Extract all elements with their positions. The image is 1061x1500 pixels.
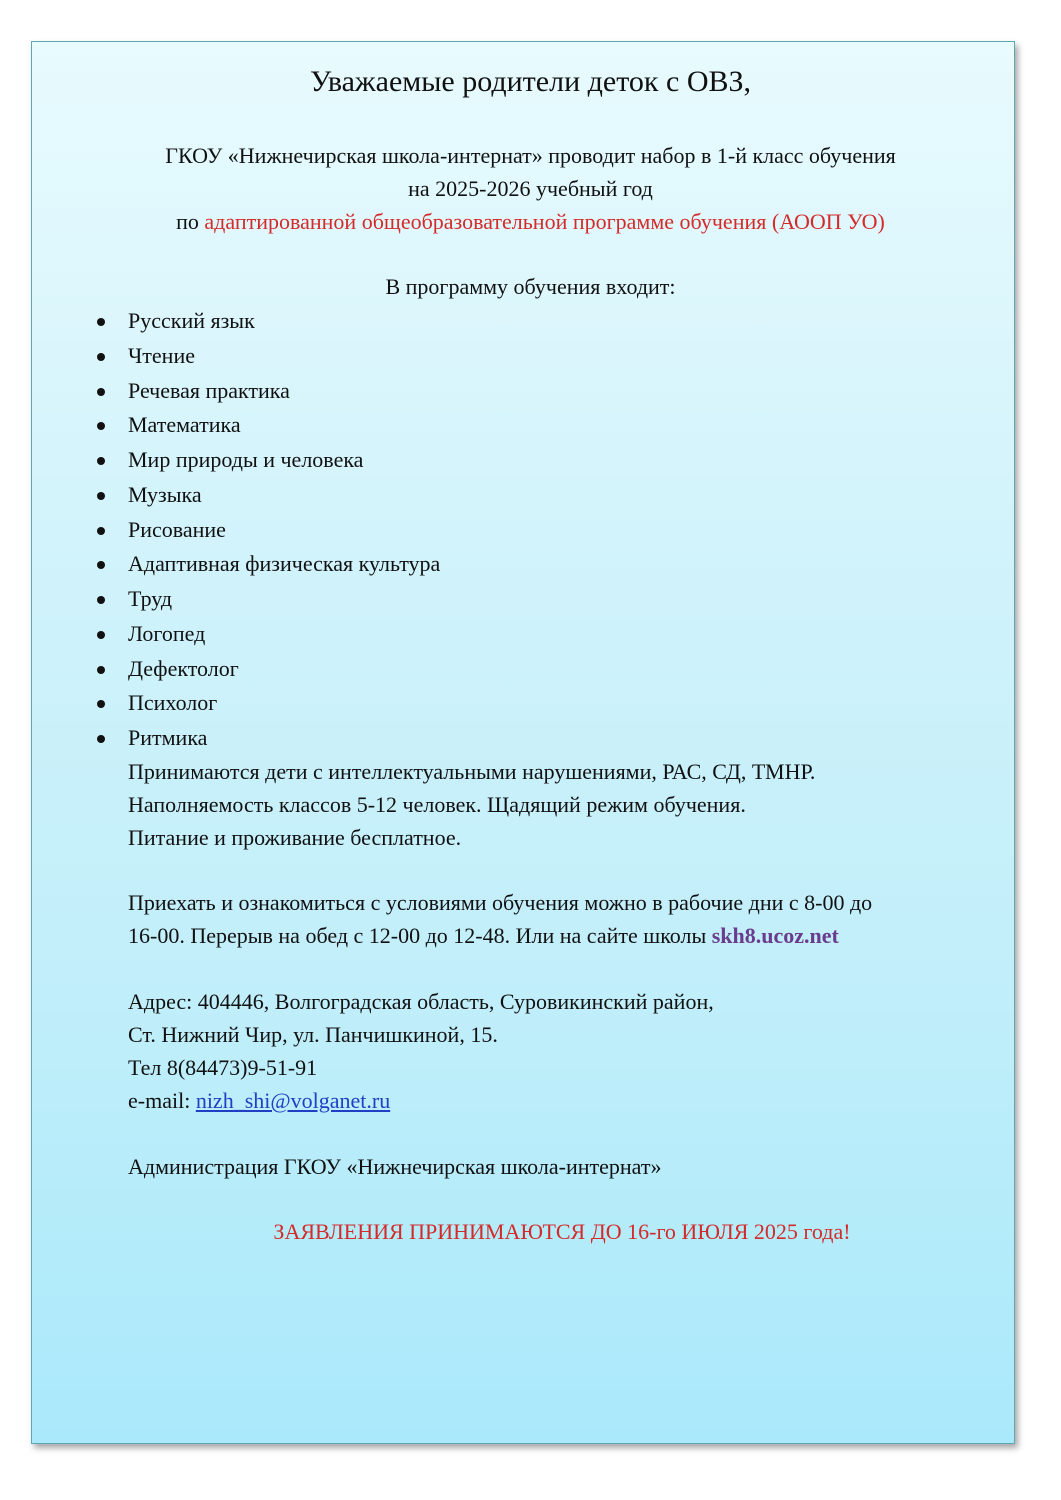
- subject-item: [96, 547, 440, 582]
- subject-label: Речевая практика: [128, 377, 290, 403]
- intro-line-3: [0, 205, 1061, 238]
- bullet-icon: [97, 457, 105, 465]
- bullet-icon: [97, 700, 105, 708]
- subject-item: [96, 652, 440, 687]
- visit-line-2: [128, 919, 1008, 952]
- admission-line-2: Наполняемость классов 5-12 человек. Щадящий режим обучения.: [128, 792, 746, 817]
- visit-line-1: Приехать и ознакомиться с условиями обучения можно в рабочие дни с 8-00 до: [128, 890, 873, 915]
- school-website: skh8.ucoz.net: [711, 923, 839, 948]
- admission-line-1: Принимаются дети с интеллектуальными нарушениями, РАС, СД, ТМНР.: [128, 759, 816, 784]
- subject-item: [96, 721, 440, 756]
- subject-label: Логопед: [128, 620, 206, 646]
- subject-label: Адаптивная физическая культура: [128, 551, 441, 577]
- intro-line-1: ГКОУ «Нижнечирская школа-интернат» проводит набор в 1-й класс обучения: [165, 143, 896, 168]
- subject-label: Чтение: [128, 342, 195, 368]
- address-line-2: Ст. Нижний Чир, ул. Панчишкиной, 15.: [128, 1022, 498, 1047]
- program-name: адаптированной общеобразовательной программе обучения (АООП УО): [204, 209, 885, 234]
- subject-label: Дефектолог: [128, 655, 239, 681]
- subject-item: [96, 339, 440, 374]
- bullet-icon: [97, 561, 105, 569]
- subject-item: [96, 513, 440, 548]
- admission-line-3: Питание и проживание бесплатное.: [128, 825, 462, 850]
- subject-label: Музыка: [128, 481, 202, 507]
- email-link[interactable]: nizh_shi@volganet.ru: [195, 1088, 391, 1113]
- email-line: [128, 1084, 1008, 1117]
- visit-info: [128, 886, 1008, 952]
- subject-label: Психолог: [128, 690, 218, 716]
- subject-item: [96, 304, 440, 339]
- bullet-icon: [97, 353, 105, 361]
- bullet-icon: [97, 388, 105, 396]
- bullet-icon: [97, 735, 105, 743]
- phone-number: Тел 8(84473)9-51-91: [128, 1055, 318, 1080]
- intro-block: [0, 139, 1061, 238]
- admission-info: [128, 755, 1008, 854]
- address-line-1: Адрес: 404446, Волгоградская область, Суровикинский район,: [128, 989, 714, 1014]
- email-label: e-mail:: [128, 1088, 196, 1113]
- subject-label: Ритмика: [128, 725, 208, 750]
- contact-info: [128, 985, 1008, 1117]
- page-title: Уважаемые родители деток с ОВЗ,: [309, 65, 752, 98]
- bullet-icon: [97, 422, 105, 430]
- bullet-icon: [97, 666, 105, 674]
- visit-line-2-text: 16-00. Перерыв на обед с 12-00 до 12-48. Или на сайте школы: [128, 923, 712, 948]
- subject-item: [96, 443, 440, 478]
- signature: Администрация ГКОУ «Нижнечирская школа-интернат»: [128, 1154, 662, 1179]
- subject-item: [96, 374, 440, 409]
- subject-label: Математика: [128, 412, 241, 438]
- deadline-notice: ЗАЯВЛЕНИЯ ПРИНИМАЮТСЯ ДО 16-го ИЮЛЯ 2025 года!: [273, 1219, 851, 1244]
- subject-item: [96, 617, 440, 652]
- bullet-icon: [97, 318, 105, 326]
- bullet-icon: [97, 492, 105, 500]
- subject-item: [96, 408, 440, 443]
- intro-line-2: на 2025-2026 учебный год: [408, 176, 653, 201]
- bullet-icon: [97, 596, 105, 604]
- subject-label: Рисование: [128, 516, 226, 542]
- subject-item: [96, 686, 440, 721]
- program-heading: В программу обучения входит:: [385, 274, 676, 299]
- subject-item: [96, 582, 440, 617]
- subject-label: Труд: [128, 586, 173, 611]
- bullet-icon: [97, 527, 105, 535]
- subject-label: Мир природы и человека: [128, 447, 364, 472]
- intro-line-3-prefix: по: [176, 209, 205, 234]
- bullet-icon: [97, 631, 105, 639]
- subject-list: [96, 304, 440, 756]
- subject-label: Русский язык: [128, 308, 255, 333]
- subject-item: [96, 478, 440, 513]
